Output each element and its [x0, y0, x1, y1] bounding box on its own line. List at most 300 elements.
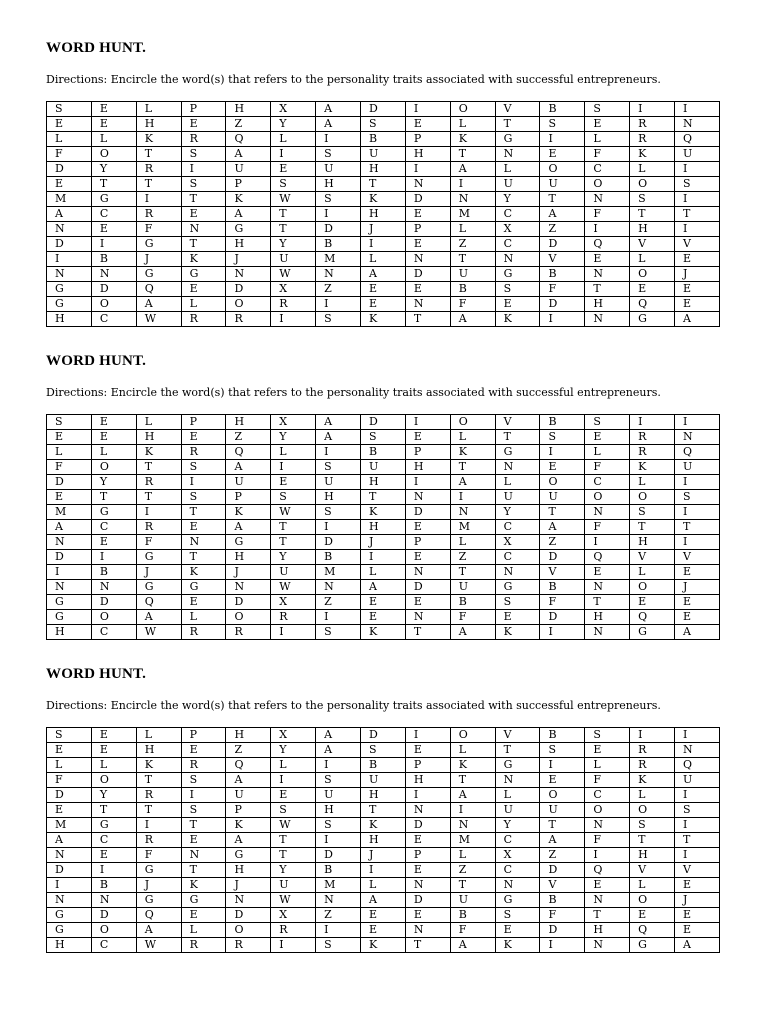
grid-letter-cell: Y	[91, 788, 136, 803]
grid-letter-cell: O	[630, 267, 675, 282]
grid-letter-cell: S	[47, 102, 92, 117]
grid-letter-cell: T	[495, 430, 540, 445]
grid-letter-cell: K	[361, 625, 406, 640]
grid-letter-cell: D	[405, 267, 450, 282]
grid-letter-cell: U	[450, 893, 495, 908]
grid-letter-cell: N	[181, 848, 226, 863]
grid-letter-cell: L	[361, 878, 406, 893]
grid-letter-cell: G	[495, 758, 540, 773]
grid-letter-cell: H	[585, 297, 630, 312]
grid-letter-cell: I	[271, 460, 316, 475]
grid-letter-cell: Y	[495, 505, 540, 520]
grid-letter-cell: A	[361, 580, 406, 595]
word-hunt-grid	[46, 101, 720, 327]
grid-letter-cell: T	[271, 222, 316, 237]
grid-letter-cell: T	[540, 192, 585, 207]
grid-letter-cell: G	[181, 580, 226, 595]
grid-letter-cell: A	[361, 267, 406, 282]
grid-letter-cell: E	[675, 595, 720, 610]
grid-letter-cell: I	[450, 177, 495, 192]
grid-letter-cell: T	[495, 743, 540, 758]
grid-letter-cell: S	[271, 803, 316, 818]
grid-letter-cell: F	[47, 147, 92, 162]
grid-letter-cell: O	[585, 490, 630, 505]
grid-letter-cell: S	[675, 803, 720, 818]
grid-letter-cell: B	[540, 415, 585, 430]
grid-letter-cell: I	[361, 550, 406, 565]
grid-letter-cell: M	[316, 565, 361, 580]
grid-letter-cell: G	[47, 595, 92, 610]
grid-letter-cell: U	[540, 490, 585, 505]
grid-letter-cell: B	[450, 595, 495, 610]
grid-letter-cell: N	[316, 893, 361, 908]
grid-letter-cell: D	[316, 222, 361, 237]
grid-letter-cell: A	[450, 475, 495, 490]
grid-letter-cell: C	[495, 833, 540, 848]
grid-letter-cell: E	[405, 430, 450, 445]
grid-letter-cell: Y	[271, 430, 316, 445]
grid-letter-cell: S	[316, 312, 361, 327]
grid-letter-cell: D	[405, 893, 450, 908]
grid-letter-cell: I	[405, 728, 450, 743]
grid-letter-cell: E	[361, 282, 406, 297]
grid-letter-cell: H	[226, 102, 271, 117]
grid-letter-cell: S	[316, 147, 361, 162]
grid-letter-cell: E	[630, 282, 675, 297]
grid-letter-cell: O	[630, 580, 675, 595]
grid-letter-cell: S	[316, 818, 361, 833]
grid-letter-cell: A	[675, 312, 720, 327]
grid-letter-cell: X	[495, 222, 540, 237]
grid-letter-cell: L	[361, 565, 406, 580]
grid-letter-cell: T	[675, 520, 720, 535]
grid-letter-cell: O	[450, 415, 495, 430]
grid-letter-cell: I	[540, 758, 585, 773]
grid-letter-cell: I	[271, 312, 316, 327]
grid-letter-cell: I	[91, 550, 136, 565]
grid-letter-cell: E	[91, 102, 136, 117]
grid-letter-cell: G	[226, 222, 271, 237]
grid-letter-cell: I	[181, 788, 226, 803]
grid-letter-cell: T	[405, 625, 450, 640]
grid-letter-cell: L	[495, 788, 540, 803]
grid-letter-cell: Y	[91, 475, 136, 490]
worksheet-title: WORD HUNT.	[46, 666, 147, 682]
grid-letter-cell: P	[405, 445, 450, 460]
grid-letter-cell: R	[136, 162, 181, 177]
grid-letter-cell: O	[91, 297, 136, 312]
grid-letter-cell: A	[361, 893, 406, 908]
grid-letter-cell: D	[226, 595, 271, 610]
grid-letter-cell: E	[675, 610, 720, 625]
grid-row	[47, 848, 720, 863]
grid-row	[47, 565, 720, 580]
grid-row	[47, 177, 720, 192]
grid-letter-cell: H	[47, 312, 92, 327]
grid-row	[47, 207, 720, 222]
grid-letter-cell: O	[226, 610, 271, 625]
grid-letter-cell: R	[271, 923, 316, 938]
worksheet-title: WORD HUNT.	[46, 353, 147, 369]
grid-letter-cell: B	[450, 908, 495, 923]
grid-letter-cell: L	[47, 132, 92, 147]
grid-letter-cell: J	[361, 535, 406, 550]
grid-letter-cell: O	[585, 177, 630, 192]
grid-letter-cell: U	[495, 490, 540, 505]
grid-letter-cell: L	[630, 788, 675, 803]
grid-letter-cell: Y	[271, 550, 316, 565]
grid-letter-cell: B	[91, 252, 136, 267]
grid-letter-cell: T	[136, 773, 181, 788]
grid-letter-cell: N	[405, 878, 450, 893]
grid-letter-cell: T	[136, 147, 181, 162]
grid-letter-cell: I	[540, 312, 585, 327]
grid-letter-cell: H	[316, 177, 361, 192]
grid-letter-cell: G	[136, 580, 181, 595]
grid-letter-cell: U	[361, 147, 406, 162]
grid-letter-cell: F	[450, 297, 495, 312]
grid-letter-cell: E	[181, 743, 226, 758]
grid-letter-cell: G	[47, 297, 92, 312]
grid-letter-cell: T	[271, 535, 316, 550]
grid-letter-cell: P	[181, 415, 226, 430]
grid-letter-cell: N	[495, 252, 540, 267]
grid-letter-cell: K	[226, 818, 271, 833]
grid-letter-cell: T	[181, 863, 226, 878]
grid-letter-cell: R	[630, 758, 675, 773]
grid-letter-cell: D	[405, 818, 450, 833]
grid-letter-cell: N	[675, 743, 720, 758]
grid-letter-cell: A	[226, 147, 271, 162]
grid-letter-cell: E	[405, 117, 450, 132]
grid-letter-cell: F	[585, 773, 630, 788]
grid-letter-cell: F	[540, 282, 585, 297]
grid-letter-cell: E	[181, 595, 226, 610]
grid-letter-cell: T	[136, 490, 181, 505]
grid-letter-cell: U	[675, 147, 720, 162]
grid-letter-cell: A	[316, 102, 361, 117]
grid-letter-cell: I	[405, 162, 450, 177]
grid-letter-cell: R	[630, 117, 675, 132]
grid-row	[47, 252, 720, 267]
grid-letter-cell: E	[91, 415, 136, 430]
grid-letter-cell: E	[675, 252, 720, 267]
grid-letter-cell: T	[181, 237, 226, 252]
grid-letter-cell: W	[136, 938, 181, 953]
grid-letter-cell: T	[450, 565, 495, 580]
grid-letter-cell: M	[316, 252, 361, 267]
grid-row	[47, 728, 720, 743]
grid-letter-cell: I	[47, 565, 92, 580]
grid-letter-cell: I	[675, 192, 720, 207]
grid-letter-cell: X	[271, 102, 316, 117]
grid-letter-cell: B	[450, 282, 495, 297]
grid-letter-cell: I	[361, 237, 406, 252]
grid-letter-cell: Q	[226, 758, 271, 773]
grid-letter-cell: A	[540, 520, 585, 535]
grid-letter-cell: Q	[630, 610, 675, 625]
grid-letter-cell: K	[136, 445, 181, 460]
grid-row	[47, 758, 720, 773]
grid-row	[47, 162, 720, 177]
grid-letter-cell: A	[47, 520, 92, 535]
grid-letter-cell: T	[181, 192, 226, 207]
grid-letter-cell: E	[47, 803, 92, 818]
grid-letter-cell: E	[181, 833, 226, 848]
grid-row	[47, 625, 720, 640]
grid-letter-cell: W	[271, 893, 316, 908]
grid-letter-cell: A	[226, 460, 271, 475]
grid-letter-cell: L	[585, 445, 630, 460]
grid-letter-cell: I	[316, 610, 361, 625]
grid-letter-cell: O	[91, 923, 136, 938]
grid-letter-cell: N	[47, 535, 92, 550]
grid-letter-cell: R	[136, 475, 181, 490]
grid-letter-cell: K	[450, 758, 495, 773]
grid-letter-cell: G	[181, 267, 226, 282]
grid-letter-cell: G	[630, 312, 675, 327]
grid-letter-cell: G	[136, 237, 181, 252]
grid-letter-cell: Q	[136, 595, 181, 610]
grid-letter-cell: O	[630, 177, 675, 192]
grid-letter-cell: N	[47, 222, 92, 237]
grid-letter-cell: V	[630, 237, 675, 252]
grid-letter-cell: R	[181, 132, 226, 147]
grid-letter-cell: E	[405, 237, 450, 252]
grid-letter-cell: I	[271, 773, 316, 788]
grid-row	[47, 192, 720, 207]
grid-letter-cell: U	[361, 773, 406, 788]
grid-letter-cell: E	[495, 297, 540, 312]
grid-letter-cell: S	[47, 415, 92, 430]
grid-letter-cell: A	[226, 773, 271, 788]
grid-letter-cell: E	[630, 595, 675, 610]
grid-letter-cell: E	[91, 728, 136, 743]
grid-row	[47, 923, 720, 938]
grid-letter-cell: P	[405, 222, 450, 237]
grid-letter-cell: O	[540, 475, 585, 490]
grid-letter-cell: E	[405, 550, 450, 565]
grid-letter-cell: I	[316, 297, 361, 312]
grid-letter-cell: K	[226, 192, 271, 207]
grid-letter-cell: S	[585, 102, 630, 117]
grid-letter-cell: D	[540, 610, 585, 625]
grid-letter-cell: E	[405, 833, 450, 848]
grid-letter-cell: K	[181, 878, 226, 893]
grid-letter-cell: F	[540, 908, 585, 923]
grid-letter-cell: T	[450, 147, 495, 162]
grid-letter-cell: L	[450, 848, 495, 863]
grid-letter-cell: D	[47, 237, 92, 252]
grid-letter-cell: B	[91, 565, 136, 580]
grid-letter-cell: H	[405, 147, 450, 162]
grid-letter-cell: B	[540, 893, 585, 908]
grid-letter-cell: X	[271, 908, 316, 923]
grid-letter-cell: P	[226, 803, 271, 818]
grid-letter-cell: E	[181, 117, 226, 132]
grid-letter-cell: I	[585, 848, 630, 863]
grid-letter-cell: E	[181, 520, 226, 535]
grid-letter-cell: I	[316, 520, 361, 535]
grid-letter-cell: V	[540, 878, 585, 893]
grid-letter-cell: C	[91, 520, 136, 535]
grid-letter-cell: U	[226, 162, 271, 177]
grid-letter-cell: I	[271, 147, 316, 162]
grid-letter-cell: I	[540, 938, 585, 953]
grid-letter-cell: S	[316, 192, 361, 207]
grid-letter-cell: R	[181, 625, 226, 640]
grid-letter-cell: U	[495, 803, 540, 818]
grid-letter-cell: I	[136, 192, 181, 207]
grid-letter-cell: H	[630, 222, 675, 237]
grid-letter-cell: D	[540, 297, 585, 312]
grid-letter-cell: B	[540, 580, 585, 595]
grid-letter-cell: E	[47, 117, 92, 132]
grid-letter-cell: K	[361, 192, 406, 207]
grid-letter-cell: S	[316, 773, 361, 788]
grid-letter-cell: E	[540, 147, 585, 162]
grid-letter-cell: L	[450, 743, 495, 758]
grid-letter-cell: S	[495, 282, 540, 297]
grid-letter-cell: Z	[316, 908, 361, 923]
grid-letter-cell: R	[271, 610, 316, 625]
grid-letter-cell: L	[47, 758, 92, 773]
grid-letter-cell: T	[540, 505, 585, 520]
grid-letter-cell: Z	[450, 237, 495, 252]
grid-letter-cell: N	[405, 565, 450, 580]
grid-letter-cell: Y	[495, 818, 540, 833]
grid-letter-cell: U	[316, 162, 361, 177]
grid-letter-cell: L	[136, 728, 181, 743]
grid-letter-cell: J	[136, 252, 181, 267]
grid-letter-cell: A	[450, 625, 495, 640]
grid-letter-cell: S	[271, 177, 316, 192]
grid-letter-cell: P	[226, 177, 271, 192]
grid-letter-cell: T	[540, 818, 585, 833]
grid-letter-cell: P	[405, 758, 450, 773]
grid-letter-cell: Z	[226, 430, 271, 445]
grid-letter-cell: J	[675, 267, 720, 282]
grid-letter-cell: T	[271, 207, 316, 222]
grid-letter-cell: Q	[136, 908, 181, 923]
grid-letter-cell: S	[361, 743, 406, 758]
grid-letter-cell: G	[91, 192, 136, 207]
grid-letter-cell: G	[47, 610, 92, 625]
grid-letter-cell: C	[585, 475, 630, 490]
grid-letter-cell: S	[316, 625, 361, 640]
grid-letter-cell: S	[47, 728, 92, 743]
grid-letter-cell: S	[630, 192, 675, 207]
grid-row	[47, 147, 720, 162]
grid-letter-cell: S	[361, 430, 406, 445]
grid-letter-cell: R	[226, 625, 271, 640]
grid-letter-cell: T	[271, 848, 316, 863]
grid-letter-cell: T	[181, 550, 226, 565]
grid-letter-cell: K	[450, 132, 495, 147]
grid-letter-cell: D	[540, 550, 585, 565]
grid-letter-cell: R	[630, 445, 675, 460]
grid-letter-cell: L	[630, 252, 675, 267]
grid-row	[47, 743, 720, 758]
grid-letter-cell: J	[361, 848, 406, 863]
grid-letter-cell: E	[271, 788, 316, 803]
grid-letter-cell: D	[91, 282, 136, 297]
grid-row	[47, 908, 720, 923]
grid-letter-cell: N	[47, 893, 92, 908]
grid-letter-cell: H	[361, 520, 406, 535]
grid-letter-cell: L	[271, 445, 316, 460]
grid-letter-cell: V	[495, 728, 540, 743]
grid-letter-cell: N	[585, 938, 630, 953]
grid-letter-cell: E	[540, 773, 585, 788]
grid-letter-cell: T	[181, 818, 226, 833]
grid-letter-cell: O	[450, 102, 495, 117]
grid-letter-cell: P	[181, 728, 226, 743]
grid-letter-cell: E	[91, 222, 136, 237]
grid-letter-cell: N	[405, 610, 450, 625]
grid-letter-cell: L	[181, 297, 226, 312]
grid-letter-cell: S	[181, 773, 226, 788]
grid-letter-cell: J	[361, 222, 406, 237]
grid-letter-cell: I	[675, 788, 720, 803]
grid-letter-cell: Y	[91, 162, 136, 177]
grid-letter-cell: G	[136, 893, 181, 908]
grid-letter-cell: N	[585, 312, 630, 327]
grid-letter-cell: A	[226, 207, 271, 222]
grid-letter-cell: R	[181, 445, 226, 460]
grid-letter-cell: Z	[226, 117, 271, 132]
grid-letter-cell: K	[181, 252, 226, 267]
grid-letter-cell: Q	[675, 132, 720, 147]
grid-letter-cell: J	[136, 565, 181, 580]
grid-letter-cell: E	[47, 177, 92, 192]
grid-letter-cell: A	[316, 743, 361, 758]
grid-letter-cell: H	[630, 848, 675, 863]
grid-letter-cell: K	[361, 505, 406, 520]
grid-letter-cell: E	[675, 923, 720, 938]
grid-row	[47, 490, 720, 505]
grid-letter-cell: B	[316, 863, 361, 878]
grid-letter-cell: G	[495, 267, 540, 282]
grid-letter-cell: K	[136, 758, 181, 773]
grid-letter-cell: W	[271, 580, 316, 595]
grid-letter-cell: R	[271, 297, 316, 312]
grid-letter-cell: E	[405, 520, 450, 535]
grid-letter-cell: W	[271, 818, 316, 833]
grid-letter-cell: A	[136, 923, 181, 938]
grid-letter-cell: V	[495, 415, 540, 430]
grid-letter-cell: Z	[316, 595, 361, 610]
grid-letter-cell: C	[585, 162, 630, 177]
grid-letter-cell: U	[540, 177, 585, 192]
grid-letter-cell: S	[181, 803, 226, 818]
grid-letter-cell: G	[495, 132, 540, 147]
grid-letter-cell: N	[405, 177, 450, 192]
grid-letter-cell: H	[361, 475, 406, 490]
grid-letter-cell: Q	[585, 550, 630, 565]
grid-letter-cell: O	[226, 297, 271, 312]
grid-letter-cell: S	[585, 415, 630, 430]
grid-letter-cell: V	[630, 550, 675, 565]
grid-letter-cell: E	[585, 565, 630, 580]
grid-row	[47, 102, 720, 117]
grid-letter-cell: F	[540, 595, 585, 610]
grid-letter-cell: U	[271, 565, 316, 580]
grid-letter-cell: E	[91, 430, 136, 445]
grid-letter-cell: S	[630, 818, 675, 833]
grid-letter-cell: I	[181, 475, 226, 490]
grid-letter-cell: X	[495, 848, 540, 863]
